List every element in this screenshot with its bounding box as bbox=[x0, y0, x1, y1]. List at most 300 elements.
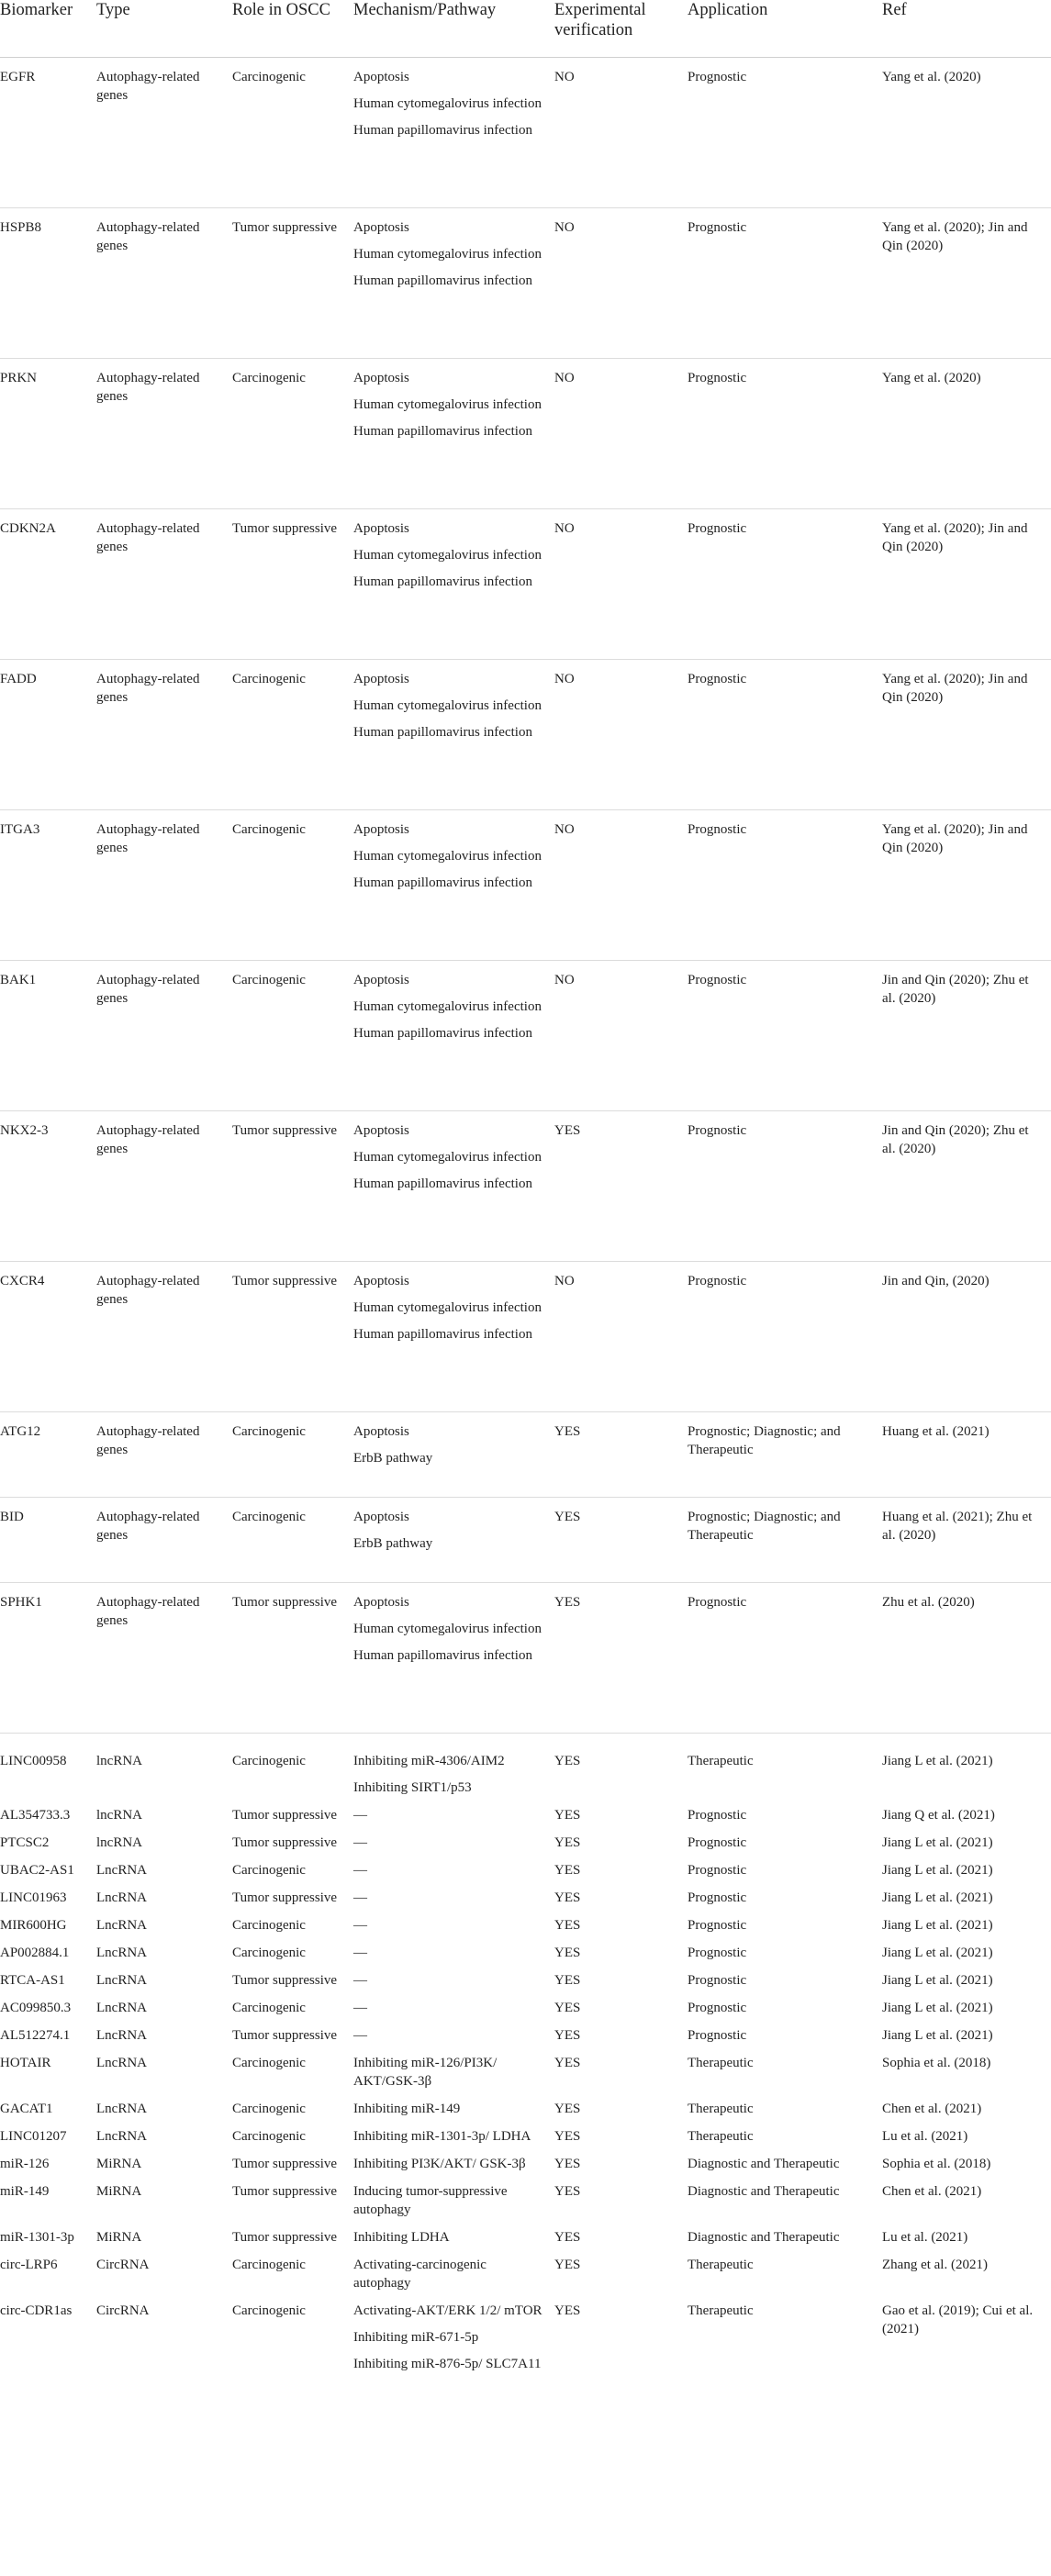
mechanism-line: Activating-AKT/ERK 1/2/ mTOR bbox=[353, 2303, 542, 2318]
mechanism-line: Human papillomavirus infection bbox=[353, 574, 532, 589]
cell-mechanism bbox=[353, 2177, 554, 2223]
cell-type: LncRNA bbox=[96, 2027, 147, 2043]
table-row bbox=[0, 1733, 1051, 1801]
cell-application: Prognostic bbox=[688, 1834, 747, 1850]
mechanism-line: Human papillomavirus infection bbox=[353, 423, 532, 439]
cell-biomarker: miR-126 bbox=[0, 2156, 50, 2171]
mechanism-line: Inhibiting SIRT1/p53 bbox=[353, 1779, 472, 1795]
cell-verification: NO bbox=[554, 370, 575, 385]
cell-type: Autophagy-related genes bbox=[96, 69, 200, 103]
cell-verification: YES bbox=[554, 1972, 581, 1988]
cell-application: Prognostic bbox=[688, 1594, 747, 1610]
cell-application: Prognostic; Diagnostic; and Therapeutic bbox=[688, 1423, 841, 1457]
cell-ref: Jiang L et al. (2021) bbox=[882, 2000, 993, 2015]
cell-type: Autophagy-related genes bbox=[96, 972, 200, 1006]
cell-mechanism bbox=[353, 960, 554, 1110]
cell-biomarker: miR-1301-3p bbox=[0, 2229, 74, 2245]
cell-mechanism bbox=[353, 2149, 554, 2177]
cell-application: Prognostic bbox=[688, 821, 747, 837]
cell-type: lncRNA bbox=[96, 1834, 142, 1850]
table-body bbox=[0, 57, 1051, 2377]
header-row bbox=[0, 0, 1051, 57]
cell-role: Carcinogenic bbox=[232, 972, 306, 987]
cell-role: Carcinogenic bbox=[232, 2000, 306, 2015]
cell-ref: Lu et al. (2021) bbox=[882, 2229, 968, 2245]
cell-verification: NO bbox=[554, 219, 575, 235]
cell-ref: Sophia et al. (2018) bbox=[882, 2156, 991, 2171]
cell-verification: YES bbox=[554, 1594, 581, 1610]
cell-verification: NO bbox=[554, 520, 575, 536]
cell-biomarker: miR-149 bbox=[0, 2183, 50, 2199]
cell-mechanism bbox=[353, 1856, 554, 1883]
cell-role: Carcinogenic bbox=[232, 1917, 306, 1933]
cell-biomarker: LINC01207 bbox=[0, 2128, 67, 2144]
mechanism-line: Human cytomegalovirus infection bbox=[353, 95, 542, 111]
cell-biomarker: ATG12 bbox=[0, 1423, 41, 1439]
cell-ref: Yang et al. (2020) bbox=[882, 370, 981, 385]
cell-application: Prognostic bbox=[688, 69, 747, 84]
cell-biomarker: GACAT1 bbox=[0, 2101, 53, 2116]
table-row bbox=[0, 508, 1051, 659]
cell-ref: Chen et al. (2021) bbox=[882, 2183, 982, 2199]
cell-application: Prognostic bbox=[688, 1862, 747, 1878]
cell-type: lncRNA bbox=[96, 1753, 142, 1768]
cell-role: Carcinogenic bbox=[232, 1509, 306, 1524]
cell-verification: NO bbox=[554, 671, 575, 686]
cell-verification: YES bbox=[554, 1122, 581, 1138]
cell-role: Tumor suppressive bbox=[232, 1122, 338, 1138]
cell-ref: Zhang et al. (2021) bbox=[882, 2257, 988, 2272]
cell-verification: YES bbox=[554, 2027, 581, 2043]
cell-application: Therapeutic bbox=[688, 1753, 754, 1768]
cell-role: Carcinogenic bbox=[232, 1423, 306, 1439]
cell-type: LncRNA bbox=[96, 1972, 147, 1988]
mechanism-line: Apoptosis bbox=[353, 671, 409, 686]
mechanism-line: Apoptosis bbox=[353, 1423, 409, 1439]
cell-verification: YES bbox=[554, 1807, 581, 1823]
cell-mechanism bbox=[353, 2021, 554, 2048]
cell-biomarker: LINC00958 bbox=[0, 1753, 67, 1768]
table-row bbox=[0, 2177, 1051, 2223]
cell-biomarker: CDKN2A bbox=[0, 520, 56, 536]
cell-verification: YES bbox=[554, 2229, 581, 2245]
cell-biomarker: circ-LRP6 bbox=[0, 2257, 58, 2272]
cell-role: Carcinogenic bbox=[232, 69, 306, 84]
table-row bbox=[0, 1582, 1051, 1733]
cell-biomarker: AL354733.3 bbox=[0, 1807, 71, 1823]
cell-role: Carcinogenic bbox=[232, 2055, 306, 2070]
mechanism-line: Apoptosis bbox=[353, 370, 409, 385]
cell-ref: Jin and Qin (2020); Zhu et al. (2020) bbox=[882, 972, 1029, 1006]
table-row bbox=[0, 2250, 1051, 2296]
table-row bbox=[0, 2223, 1051, 2250]
mechanism-line: Inhibiting PI3K/AKT/ GSK-3β bbox=[353, 2156, 526, 2171]
cell-application: Prognostic bbox=[688, 219, 747, 235]
cell-mechanism bbox=[353, 1883, 554, 1911]
cell-type: MiRNA bbox=[96, 2183, 142, 2199]
table-row bbox=[0, 1911, 1051, 1938]
cell-application: Prognostic bbox=[688, 1917, 747, 1933]
cell-biomarker: CXCR4 bbox=[0, 1273, 45, 1288]
cell-type: LncRNA bbox=[96, 2055, 147, 2070]
header-biomarker: Biomarker bbox=[0, 1, 73, 19]
cell-type: Autophagy-related genes bbox=[96, 1509, 200, 1543]
cell-verification: YES bbox=[554, 1423, 581, 1439]
cell-verification: YES bbox=[554, 2257, 581, 2272]
mechanism-line: — bbox=[353, 1945, 367, 1960]
cell-biomarker: LINC01963 bbox=[0, 1890, 67, 1905]
cell-role: Carcinogenic bbox=[232, 671, 306, 686]
mechanism-line: Human papillomavirus infection bbox=[353, 1326, 532, 1342]
cell-mechanism bbox=[353, 1497, 554, 1582]
cell-verification: YES bbox=[554, 1917, 581, 1933]
cell-ref: Chen et al. (2021) bbox=[882, 2101, 982, 2116]
cell-application: Prognostic bbox=[688, 1890, 747, 1905]
cell-biomarker: ITGA3 bbox=[0, 821, 40, 837]
cell-type: LncRNA bbox=[96, 1945, 147, 1960]
mechanism-line: Human papillomavirus infection bbox=[353, 1025, 532, 1041]
cell-verification: YES bbox=[554, 2000, 581, 2015]
mechanism-line: Human papillomavirus infection bbox=[353, 122, 532, 138]
cell-role: Tumor suppressive bbox=[232, 1890, 338, 1905]
cell-ref: Jiang L et al. (2021) bbox=[882, 1834, 993, 1850]
cell-type: LncRNA bbox=[96, 2128, 147, 2144]
cell-application: Therapeutic bbox=[688, 2101, 754, 2116]
cell-application: Therapeutic bbox=[688, 2128, 754, 2144]
cell-mechanism bbox=[353, 1582, 554, 1733]
cell-biomarker: SPHK1 bbox=[0, 1594, 42, 1610]
mechanism-line: ErbB pathway bbox=[353, 1450, 433, 1466]
cell-verification: YES bbox=[554, 2128, 581, 2144]
cell-role: Tumor suppressive bbox=[232, 2027, 338, 2043]
table-row bbox=[0, 2094, 1051, 2122]
mechanism-line: Human cytomegalovirus infection bbox=[353, 246, 542, 262]
cell-biomarker: BID bbox=[0, 1509, 24, 1524]
cell-ref: Huang et al. (2021) bbox=[882, 1423, 990, 1439]
header-verification: Experimental verification bbox=[554, 1, 646, 39]
cell-application: Prognostic bbox=[688, 1972, 747, 1988]
cell-ref: Jiang L et al. (2021) bbox=[882, 1972, 993, 1988]
cell-mechanism bbox=[353, 358, 554, 508]
cell-ref: Yang et al. (2020); Jin and Qin (2020) bbox=[882, 821, 1028, 855]
table-row bbox=[0, 1261, 1051, 1411]
mechanism-line: Apoptosis bbox=[353, 219, 409, 235]
mechanism-line: — bbox=[353, 1807, 367, 1823]
cell-type: MiRNA bbox=[96, 2229, 142, 2245]
header-mechanism: Mechanism/Pathway bbox=[353, 1, 497, 19]
cell-verification: NO bbox=[554, 821, 575, 837]
mechanism-line: — bbox=[353, 1917, 367, 1933]
cell-biomarker: AP002884.1 bbox=[0, 1945, 70, 1960]
table-row bbox=[0, 2122, 1051, 2149]
cell-mechanism bbox=[353, 207, 554, 358]
cell-role: Tumor suppressive bbox=[232, 1273, 338, 1288]
cell-type: MiRNA bbox=[96, 2156, 142, 2171]
cell-mechanism bbox=[353, 1966, 554, 1993]
cell-role: Tumor suppressive bbox=[232, 2183, 338, 2199]
cell-type: LncRNA bbox=[96, 1862, 147, 1878]
cell-biomarker: PRKN bbox=[0, 370, 38, 385]
cell-verification: YES bbox=[554, 1890, 581, 1905]
table-row bbox=[0, 2021, 1051, 2048]
cell-role: Carcinogenic bbox=[232, 2101, 306, 2116]
mechanism-line: Inhibiting miR-4306/AIM2 bbox=[353, 1753, 505, 1768]
cell-verification: YES bbox=[554, 2156, 581, 2171]
mechanism-line: Apoptosis bbox=[353, 69, 409, 84]
cell-application: Therapeutic bbox=[688, 2303, 754, 2318]
header-application: Application bbox=[688, 1, 768, 19]
cell-application: Prognostic bbox=[688, 2000, 747, 2015]
cell-mechanism bbox=[353, 1411, 554, 1497]
cell-mechanism bbox=[353, 1733, 554, 1801]
mechanism-line: Apoptosis bbox=[353, 1509, 409, 1524]
mechanism-line: Human cytomegalovirus infection bbox=[353, 1149, 542, 1165]
cell-application: Prognostic bbox=[688, 2027, 747, 2043]
mechanism-line: — bbox=[353, 1890, 367, 1905]
cell-type: LncRNA bbox=[96, 2000, 147, 2015]
mechanism-line: — bbox=[353, 1862, 367, 1878]
cell-ref: Sophia et al. (2018) bbox=[882, 2055, 991, 2070]
cell-verification: YES bbox=[554, 1945, 581, 1960]
table-row bbox=[0, 1801, 1051, 1828]
mechanism-line: Inducing tumor-suppressive autophagy bbox=[353, 2183, 508, 2217]
cell-biomarker: RTCA-AS1 bbox=[0, 1972, 65, 1988]
cell-role: Carcinogenic bbox=[232, 2257, 306, 2272]
cell-biomarker: HOTAIR bbox=[0, 2055, 51, 2070]
cell-ref: Yang et al. (2020) bbox=[882, 69, 981, 84]
cell-ref: Jiang L et al. (2021) bbox=[882, 1945, 993, 1960]
mechanism-line: Apoptosis bbox=[353, 972, 409, 987]
cell-type: Autophagy-related genes bbox=[96, 1594, 200, 1628]
cell-role: Tumor suppressive bbox=[232, 1834, 338, 1850]
cell-type: Autophagy-related genes bbox=[96, 821, 200, 855]
cell-mechanism bbox=[353, 2250, 554, 2296]
cell-type: Autophagy-related genes bbox=[96, 219, 200, 253]
cell-mechanism bbox=[353, 1938, 554, 1966]
table-row bbox=[0, 207, 1051, 358]
table-row bbox=[0, 1883, 1051, 1911]
table-row bbox=[0, 358, 1051, 508]
table-row bbox=[0, 57, 1051, 207]
cell-application: Prognostic bbox=[688, 370, 747, 385]
cell-role: Tumor suppressive bbox=[232, 1807, 338, 1823]
cell-type: CircRNA bbox=[96, 2257, 150, 2272]
mechanism-line: Human cytomegalovirus infection bbox=[353, 848, 542, 864]
cell-biomarker: BAK1 bbox=[0, 972, 37, 987]
mechanism-line: Apoptosis bbox=[353, 821, 409, 837]
table-row bbox=[0, 2296, 1051, 2377]
mechanism-line: Human cytomegalovirus infection bbox=[353, 1299, 542, 1315]
cell-ref: Jiang Q et al. (2021) bbox=[882, 1807, 995, 1823]
cell-ref: Gao et al. (2019); Cui et al. (2021) bbox=[882, 2303, 1034, 2336]
cell-verification: NO bbox=[554, 69, 575, 84]
cell-mechanism bbox=[353, 57, 554, 207]
mechanism-line: Human papillomavirus infection bbox=[353, 875, 532, 890]
cell-verification: YES bbox=[554, 2183, 581, 2199]
mechanism-line: Apoptosis bbox=[353, 1122, 409, 1138]
cell-biomarker: MIR600HG bbox=[0, 1917, 67, 1933]
cell-role: Tumor suppressive bbox=[232, 219, 338, 235]
cell-verification: YES bbox=[554, 1834, 581, 1850]
cell-mechanism bbox=[353, 809, 554, 960]
cell-verification: YES bbox=[554, 2055, 581, 2070]
mechanism-line: Inhibiting LDHA bbox=[353, 2229, 450, 2245]
cell-type: LncRNA bbox=[96, 2101, 147, 2116]
cell-application: Prognostic bbox=[688, 1945, 747, 1960]
header-type: Type bbox=[96, 1, 130, 19]
table-row bbox=[0, 1828, 1051, 1856]
cell-ref: Zhu et al. (2020) bbox=[882, 1594, 975, 1610]
cell-type: Autophagy-related genes bbox=[96, 370, 200, 404]
cell-mechanism bbox=[353, 659, 554, 809]
mechanism-line: Activating-carcinogenic autophagy bbox=[353, 2257, 486, 2291]
cell-type: LncRNA bbox=[96, 1890, 147, 1905]
cell-mechanism bbox=[353, 2296, 554, 2377]
cell-ref: Jin and Qin (2020); Zhu et al. (2020) bbox=[882, 1122, 1029, 1156]
cell-role: Carcinogenic bbox=[232, 1945, 306, 1960]
cell-biomarker: NKX2-3 bbox=[0, 1122, 49, 1138]
table-row bbox=[0, 1497, 1051, 1582]
cell-biomarker: circ-CDR1as bbox=[0, 2303, 73, 2318]
cell-type: Autophagy-related genes bbox=[96, 671, 200, 705]
cell-type: Autophagy-related genes bbox=[96, 1273, 200, 1307]
cell-ref: Jiang L et al. (2021) bbox=[882, 1890, 993, 1905]
mechanism-line: Human papillomavirus infection bbox=[353, 724, 532, 740]
cell-ref: Jiang L et al. (2021) bbox=[882, 1917, 993, 1933]
mechanism-line: Human papillomavirus infection bbox=[353, 1647, 532, 1663]
cell-biomarker: EGFR bbox=[0, 69, 36, 84]
table-row bbox=[0, 1966, 1051, 1993]
cell-mechanism bbox=[353, 2223, 554, 2250]
table-row bbox=[0, 2149, 1051, 2177]
cell-application: Diagnostic and Therapeutic bbox=[688, 2229, 840, 2245]
mechanism-line: Inhibiting miR-671-5p bbox=[353, 2329, 479, 2345]
cell-ref: Huang et al. (2021); Zhu et al. (2020) bbox=[882, 1509, 1033, 1543]
table-row bbox=[0, 659, 1051, 809]
cell-biomarker: AL512274.1 bbox=[0, 2027, 71, 2043]
cell-mechanism bbox=[353, 508, 554, 659]
header-ref: Ref bbox=[882, 1, 907, 19]
cell-mechanism bbox=[353, 1801, 554, 1828]
table-row bbox=[0, 960, 1051, 1110]
cell-type: Autophagy-related genes bbox=[96, 1122, 200, 1156]
mechanism-line: Apoptosis bbox=[353, 1273, 409, 1288]
cell-ref: Lu et al. (2021) bbox=[882, 2128, 968, 2144]
cell-ref: Jiang L et al. (2021) bbox=[882, 1862, 993, 1878]
cell-mechanism bbox=[353, 1828, 554, 1856]
mechanism-line: Human cytomegalovirus infection bbox=[353, 547, 542, 563]
table-row bbox=[0, 809, 1051, 960]
cell-ref: Jin and Qin, (2020) bbox=[882, 1273, 990, 1288]
cell-type: CircRNA bbox=[96, 2303, 150, 2318]
cell-application: Prognostic bbox=[688, 1807, 747, 1823]
cell-application: Prognostic bbox=[688, 1273, 747, 1288]
cell-role: Tumor suppressive bbox=[232, 1972, 338, 1988]
cell-application: Diagnostic and Therapeutic bbox=[688, 2156, 840, 2171]
cell-role: Carcinogenic bbox=[232, 370, 306, 385]
cell-application: Prognostic bbox=[688, 671, 747, 686]
mechanism-line: Inhibiting miR-126/PI3K/ AKT/GSK-3β bbox=[353, 2055, 498, 2089]
cell-biomarker: UBAC2-AS1 bbox=[0, 1862, 74, 1878]
cell-mechanism bbox=[353, 1993, 554, 2021]
mechanism-line: Human papillomavirus infection bbox=[353, 1176, 532, 1191]
cell-type: LncRNA bbox=[96, 1917, 147, 1933]
cell-biomarker: FADD bbox=[0, 671, 37, 686]
mechanism-line: ErbB pathway bbox=[353, 1535, 433, 1551]
cell-mechanism bbox=[353, 2048, 554, 2094]
mechanism-line: — bbox=[353, 1834, 367, 1850]
cell-role: Carcinogenic bbox=[232, 821, 306, 837]
cell-application: Therapeutic bbox=[688, 2055, 754, 2070]
cell-application: Prognostic bbox=[688, 520, 747, 536]
cell-verification: NO bbox=[554, 972, 575, 987]
cell-verification: YES bbox=[554, 2303, 581, 2318]
table-row bbox=[0, 1856, 1051, 1883]
cell-role: Tumor suppressive bbox=[232, 1594, 338, 1610]
header-role: Role in OSCC bbox=[232, 1, 330, 19]
mechanism-line: Human cytomegalovirus infection bbox=[353, 1621, 542, 1636]
cell-application: Prognostic; Diagnostic; and Therapeutic bbox=[688, 1509, 841, 1543]
cell-biomarker: PTCSC2 bbox=[0, 1834, 50, 1850]
mechanism-line: Human papillomavirus infection bbox=[353, 273, 532, 288]
cell-application: Prognostic bbox=[688, 1122, 747, 1138]
cell-mechanism bbox=[353, 1261, 554, 1411]
table-row bbox=[0, 1938, 1051, 1966]
cell-ref: Yang et al. (2020); Jin and Qin (2020) bbox=[882, 219, 1028, 253]
cell-mechanism bbox=[353, 2122, 554, 2149]
mechanism-line: Human cytomegalovirus infection bbox=[353, 697, 542, 713]
cell-ref: Jiang L et al. (2021) bbox=[882, 1753, 993, 1768]
cell-type: lncRNA bbox=[96, 1807, 142, 1823]
mechanism-line: Apoptosis bbox=[353, 520, 409, 536]
table-row bbox=[0, 1411, 1051, 1497]
cell-verification: NO bbox=[554, 1273, 575, 1288]
table-row bbox=[0, 1110, 1051, 1261]
mechanism-line: — bbox=[353, 2000, 367, 2015]
cell-role: Carcinogenic bbox=[232, 2303, 306, 2318]
cell-role: Tumor suppressive bbox=[232, 2156, 338, 2171]
cell-mechanism bbox=[353, 1911, 554, 1938]
cell-mechanism bbox=[353, 2094, 554, 2122]
cell-biomarker: AC099850.3 bbox=[0, 2000, 72, 2015]
cell-role: Carcinogenic bbox=[232, 1862, 306, 1878]
cell-application: Therapeutic bbox=[688, 2257, 754, 2272]
cell-verification: YES bbox=[554, 1753, 581, 1768]
cell-verification: YES bbox=[554, 2101, 581, 2116]
mechanism-line: Human cytomegalovirus infection bbox=[353, 396, 542, 412]
cell-application: Diagnostic and Therapeutic bbox=[688, 2183, 840, 2199]
mechanism-line: Inhibiting miR-876-5p/ SLC7A11 bbox=[353, 2356, 542, 2371]
cell-verification: YES bbox=[554, 1509, 581, 1524]
cell-role: Carcinogenic bbox=[232, 2128, 306, 2144]
cell-ref: Jiang L et al. (2021) bbox=[882, 2027, 993, 2043]
table-row bbox=[0, 2048, 1051, 2094]
cell-type: Autophagy-related genes bbox=[96, 520, 200, 554]
cell-mechanism bbox=[353, 1110, 554, 1261]
cell-role: Carcinogenic bbox=[232, 1753, 306, 1768]
cell-verification: YES bbox=[554, 1862, 581, 1878]
mechanism-line: Inhibiting miR-1301-3p/ LDHA bbox=[353, 2128, 531, 2144]
mechanism-line: Apoptosis bbox=[353, 1594, 409, 1610]
cell-role: Tumor suppressive bbox=[232, 2229, 338, 2245]
table-row bbox=[0, 1993, 1051, 2021]
mechanism-line: Inhibiting miR-149 bbox=[353, 2101, 461, 2116]
cell-role: Tumor suppressive bbox=[232, 520, 338, 536]
mechanism-line: — bbox=[353, 2027, 367, 2043]
table-header bbox=[0, 0, 1051, 57]
cell-ref: Yang et al. (2020); Jin and Qin (2020) bbox=[882, 520, 1028, 554]
cell-type: Autophagy-related genes bbox=[96, 1423, 200, 1457]
